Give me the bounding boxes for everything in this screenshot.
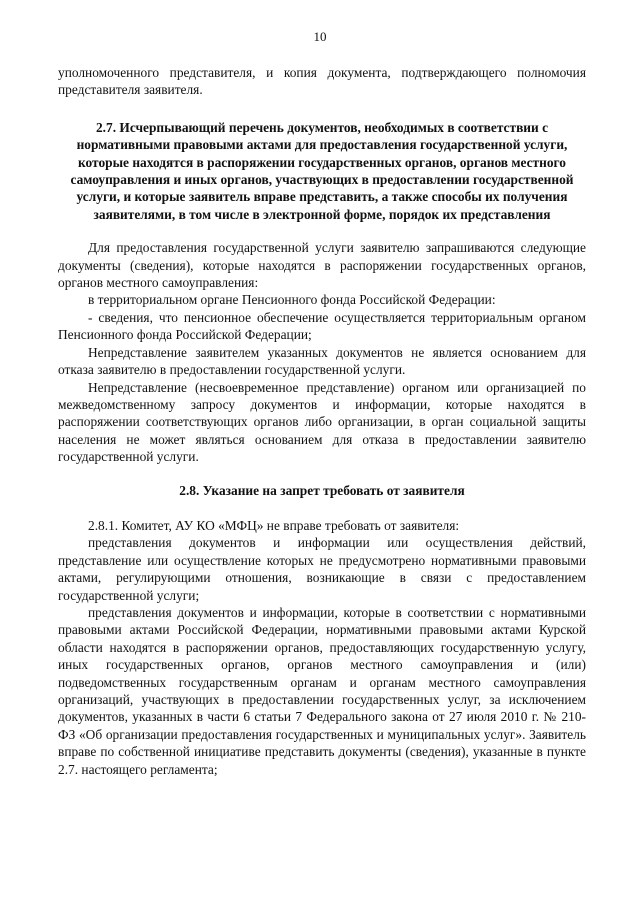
intro-paragraph: уполномоченного представителя, и копия документа, подтверждающего полномочия представителя заявителя. (58, 65, 586, 98)
section-2-7-paragraph: Непредставление (несвоевременное представление) органом или организацией по межведомственному запросу документов и информации, которые находятся в распоряжении соответствующих органов либо организации, в орган социальной защиты населения не может являться основанием для отказа в предоставлении заявителю государственной услуги. (58, 379, 586, 465)
section-2-7-paragraph: Непредставление заявителем указанных документов не является основанием для отказа заявителю в предоставлении государственной услуги. (58, 344, 586, 378)
section-2-8-paragraph: 2.8.1. Комитет, АУ КО «МФЦ» не вправе требовать от заявителя: (88, 517, 460, 533)
section-2-7-paragraph: Для предоставления государственной услуги заявителю запрашиваются следующие документы (сведения), которые находятся в распоряжении государственных органов, органов местного самоуправления: (58, 240, 586, 291)
section-2-7-heading: 2.7. Исчерпывающий перечень документов, необходимых в соответствии с нормативными правовыми актами для предоставления государственной услуги, которые находятся в распоряжении государственных органов, органов местного самоуправления и иных органов, участвующих в предоставлении государственной услуги, и которые заявитель вправе представить, а также способы их получения заявителями, в том числе в электронной форме, порядок их представления (70, 119, 574, 222)
section-2-8-paragraph: представления документов и информации или осуществления действий, представление или осуществление которых не предусмотрено нормативными правовыми актами, регулирующими отношения, возникающие в связи с предоставлением государственной услуги; (58, 535, 586, 603)
page-content (58, 64, 586, 778)
section-2-7-paragraph: - сведения, что пенсионное обеспечение осуществляется территориальным органом Пенсионного фонда Российской Федерации; (58, 309, 586, 343)
section-2-8-heading: 2.8. Указание на запрет требовать от заявителя (179, 482, 465, 498)
section-2-7-paragraph: в территориальном органе Пенсионного фонда Российской Федерации: (88, 292, 496, 308)
section-2-8-paragraph: представления документов и информации, которые в соответствии с нормативными правовыми актами Российской Федерации, нормативными правовыми актами Курской области находятся в распоряжении органов, предоставляющих государственную услугу, иных государственных органов, органов местного самоуправления и (или) подведомственных государственным органам и органам местного самоуправления организаций, участвующих в предоставлении государственных услуг, за исключением документов, указанных в части 6 статьи 7 Федерального закона от 27 июля 2010 г. № 210-ФЗ «Об организации предоставления государственных и муниципальных услуг». Заявитель вправе по собственной инициативе представить документы (сведения), указанные в пункте 2.7. настоящего регламента; (58, 604, 586, 777)
page-number: 10 (313, 29, 327, 44)
